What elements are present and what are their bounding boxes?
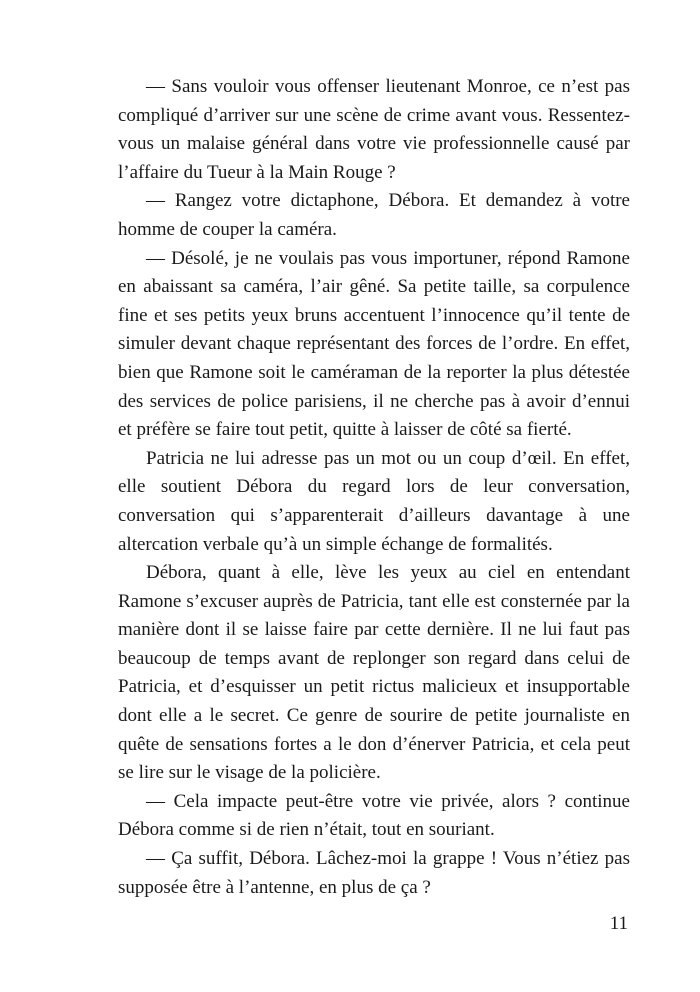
paragraph-1: — Sans vouloir vous offenser lieutenant Monroe, ce n’est pas compliqué d’arriver sur une scène de crime avant vous. Ressentez-vous un malaise général dans votre vie professionnelle causé par l’affaire du Tueur à la Main Rouge ? <box>118 76 630 183</box>
paragraph-6: — Cela impacte peut-être votre vie privée, alors ? continue Débora comme si de rien n’était, tout en souriant. <box>118 790 630 841</box>
paragraph-4: Patricia ne lui adresse pas un mot ou un coup d’œil. En effet, elle soutient Débora du regard lors de leur conversation, conversation qui s’apparenterait d’ailleurs davantage à une altercation verbale qu’à un simple échange de formalités. <box>118 447 630 555</box>
paragraph-2: — Rangez votre dictaphone, Débora. Et demandez à votre homme de couper la caméra. <box>118 190 630 240</box>
paragraph-5: Débora, quant à elle, lève les yeux au ciel en entendant Ramone s’excuser auprès de Patricia, tant elle est consternée par la manière dont il se laisse faire par cette dernière. Il ne lui faut pas beaucoup de temps avant de replonger son regard dans celui de Patricia, et d’esquisser un petit rictus malicieux et insupportable dont elle a le secret. Ce genre de sourire de petite journaliste en quête de sensations fortes a le don d’énerver Patricia, et cela peut se lire sur le visage de la policière. <box>118 562 630 784</box>
page-body <box>118 73 630 902</box>
paragraph-7: — Ça suffit, Débora. Lâchez-moi la grappe ! Vous n’étiez pas supposée être à l’antenne, en plus de ça ? <box>118 848 630 898</box>
paragraph-3: — Désolé, je ne voulais pas vous importuner, répond Ramone en abaissant sa caméra, l’air gêné. Sa petite taille, sa corpulence fine et ses petits yeux bruns accentuent l’innocence qu’il tente de simuler devant chaque représentant des forces de l’ordre. En effet, bien que Ramone soit le caméraman de la reporter la plus détestée des services de police parisiens, il ne cherche pas à avoir d’ennui et préfère se faire tout petit, quitte à laisser de côté sa fierté. <box>118 247 630 441</box>
page-number: 11 <box>609 913 628 934</box>
